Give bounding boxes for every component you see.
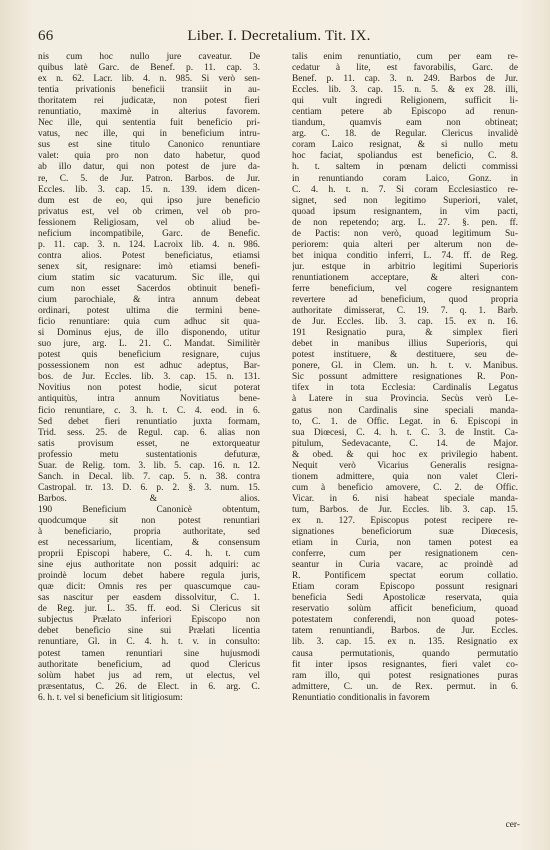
text-line: Sic possunt admittere resignationes R. Pon- (292, 372, 518, 383)
text-line: quæ dicit: Omnis res per quascumque cau- (38, 582, 260, 593)
text-line: cium statim sic vacaturum. Sic ille, qui (38, 272, 260, 283)
text-line: dum est de eo, qui ipso jure beneficio (38, 195, 260, 206)
text-line: authoritate dimisserat, C. 19. 7. q. 1. Barb. (292, 306, 518, 317)
text-line: proprii Episcopi habere, C. 4. h. t. cum (38, 549, 260, 560)
text-line: periorem: quia alteri per alterum non de- (292, 239, 518, 250)
text-line: renuntiationem acceptare, & alteri con- (292, 272, 518, 283)
text-line: professio metu sustentationis defuturæ, (38, 449, 260, 460)
text-line: sine ejus authoritate non possit adquiri: ac (38, 560, 260, 571)
text-line: de Reg. jur. L. 35. ff. eod. Si Clericus sit (38, 604, 260, 615)
text-line: ponere, Gl. in Clem. un. h. t. v. Manibus. (292, 361, 518, 372)
text-line: est necessarium, licentiam, & consensum (38, 538, 260, 549)
text-line: contra alios. Potest beneficiatus, etiamsi (38, 250, 260, 261)
text-line: si Dominus ejus, de illo disponendo, utitur (38, 328, 260, 339)
text-line: causa permutationis, quando permutatio (292, 648, 518, 659)
text-line: potestatem conferendi, non quoad potes- (292, 615, 518, 626)
text-line: conferre, cum per resignationem cen- (292, 549, 518, 560)
text-line: tifex in tota Ecclesia: Cardinalis Legatus (292, 383, 518, 394)
running-title: Liber. I. Decretalium. Tit. IX. (187, 28, 371, 44)
text-line: satis provisum esset, ne extorqueatur (38, 438, 260, 449)
text-line: in renuntiando coram Laico, Gonz. in (292, 173, 518, 184)
text-line: to, C. 1. de Offic. Legat. in 6. Episcopi in (292, 416, 518, 427)
text-line: coram Laico resignat, & si nullo metu (292, 140, 518, 151)
left-text-column (38, 52, 260, 704)
text-line: revertere ad beneficium, quod propria (292, 295, 518, 306)
page-number: 66 (38, 28, 54, 44)
text-line: ficio renuntiare, c. 3. h. t. C. 4. eod. in 6. (38, 405, 260, 416)
text-line: fit inter ipsos resignantes, fieri valet co- (292, 659, 518, 670)
text-line: de non repetendo; arg. L. 27. §. pen. ff. (292, 217, 518, 228)
text-line: cum non esset Sacerdos obtinuit benefi- (38, 283, 260, 294)
text-line: ferre beneficium, vel cogere resignantem (292, 283, 518, 294)
text-line: Barbos. & alios. (38, 493, 260, 504)
text-line: pitulum, Sedevacante, C. 14. de Major. (292, 438, 518, 449)
right-text-column (292, 52, 518, 704)
text-line: debet in manibus illius Superioris, qui (292, 339, 518, 350)
text-line: seantur in Curia vacare, ac proindè ad (292, 560, 518, 571)
text-line: C. 4. h. t. n. 7. Si coram Ecclesiastico re- (292, 184, 518, 195)
text-line: h. t. saltem in pœnam delicti commissi (292, 162, 518, 173)
text-line: reservatio solùm afficit beneficium, quoad (292, 604, 518, 615)
text-line: potest tamen renuntiari sine hujusmodi (38, 648, 260, 659)
text-line: jur. estque in arbitrio legitimi Superioris (292, 261, 518, 272)
text-line: solùm habet jus ad rem, ut electus, vel (38, 670, 260, 681)
text-line: præsentatus, C. 26. de Elect. in 6. arg. C. (38, 681, 260, 692)
text-line: admittere, C. un. de Rex. permut. in 6. (292, 681, 518, 692)
text-line: quodcumque sit non potest renuntiari (38, 515, 260, 526)
text-line: ex n. 62. Lacr. lib. 4. n. 985. Si verò sen- (38, 74, 260, 85)
text-line: subjectus Prælato inferiori Episcopo non (38, 615, 260, 626)
text-line: de Jur. Eccles. lib. 3. cap. 15. ex n. 16. (292, 317, 518, 328)
text-line: Sed debet fieri renuntiatio juxta formam, (38, 416, 260, 427)
text-line: valet: quia pro non dato habetur, quod (38, 151, 260, 162)
text-line: ab illo datur, qui non potest de jure da- (38, 162, 260, 173)
text-line: signationes beneficiorum suæ Diœcesis, (292, 527, 518, 538)
text-line: neficium incompatibile, Garc. de Benefic. (38, 228, 260, 239)
text-line: p. 11. cap. 3. n. 124. Lacroix lib. 4. n. 986. (38, 239, 260, 250)
text-line: 190 Beneficium Canonicè obtentum, (38, 504, 260, 515)
text-line: Renuntiatio conditionalis in favorem (292, 692, 430, 703)
text-line: potest instituere, & destituere, seu de- (292, 350, 518, 361)
text-line: à beneficiario, propria authoritate, sed (38, 527, 260, 538)
text-line: 6. h. t. vel si beneficium sit litigiosum: (38, 692, 183, 703)
text-line: Benef. p. 11. cap. 3. n. 249. Barbos de Jur. (292, 74, 518, 85)
text-line: sus est sine titulo Canonico renuntiare (38, 140, 260, 151)
text-line: lib. 3. cap. 15. ex n. 135. Resignatio ex (292, 637, 518, 648)
text-line: ram illo, qui potest resignationes puras (292, 670, 518, 681)
text-line: Vicar. in 6. nisi habeat speciale manda- (292, 493, 518, 504)
text-line: vatus, nec ille, qui in beneficium intru- (38, 129, 260, 140)
text-line: re, C. 5. de Jur. Patron. Barbos. de Jur. (38, 173, 260, 184)
text-line: senex sit, resignare: imò etiamsi benefi- (38, 261, 260, 272)
text-line: à Latere in sua Provincia. Secùs verò Le- (292, 394, 518, 405)
text-line: ordinari, potest ultima die termini bene- (38, 306, 260, 317)
text-line: & obed. & qui hoc ex privilegio habent. (292, 449, 518, 460)
text-line: de Pactis: non verò, quoad legitimum Su- (292, 228, 518, 239)
text-line: Trid. sess. 25. de Regul. cap. 6. alias non (38, 427, 260, 438)
running-header (38, 26, 520, 48)
text-line: authoritate beneficium, ad quod Clericus (38, 659, 260, 670)
text-line: centiam petere ab Episcopo ad renun- (292, 107, 518, 118)
text-line: proindè locum debet habere regula juris, (38, 571, 260, 582)
text-line: Castropal. tr. 13. D. 6. p. 2. §. 3. num. 15. (38, 482, 260, 493)
text-line: tatem renuntiandi, Barbos. de Jur. Eccles. (292, 626, 518, 637)
text-line: arg. C. 18. de Regular. Clericus invalidè (292, 129, 518, 140)
text-line: thoritatem rei judicatæ, non potest fieri (38, 96, 260, 107)
text-line: quoad ipsum resignantem, in vim pacti, (292, 206, 518, 217)
text-line: bet iniqua conditio inferri, L. 74. ff. de Reg. (292, 250, 518, 261)
text-line: cum à beneficio amovere, C. 2. de Offic. (292, 482, 518, 493)
text-line: renuntiare, Gl. in C. 4. h. t. v. in consulto: (38, 637, 260, 648)
text-line: possessionem non est adhuc adeptus, Bar- (38, 361, 260, 372)
text-line: R. Pontificem spectat eorum collatio. (292, 571, 518, 582)
text-line: potest quis beneficium resignare, cujus (38, 350, 260, 361)
text-line: privatus est, vel ob crimen, vel ob pro- (38, 206, 260, 217)
text-line: suo jure, arg. L. 21. C. Mandat. Similitèr (38, 339, 260, 350)
text-line: Sanch. in Decal. lib. 7. cap. 5. n. 38. contra (38, 471, 260, 482)
text-line: qui vult ingredi Religionem, sufficit li- (292, 96, 518, 107)
text-line: renuntiatio, maximè in alterius favorem. (38, 107, 260, 118)
text-line: etiam in Curia, non tamen potest ea (292, 538, 518, 549)
text-line: talis enim renuntiatio, cum per eam re- (292, 52, 518, 62)
text-line: Eccles. lib. 3. cap. 15. n. 5. & ex 28. illi, (292, 85, 518, 96)
text-line: antiquitùs, intra annum Novitiatus bene- (38, 394, 260, 405)
text-line: Novitius non potest hodie, sicut poterat (38, 383, 260, 394)
text-line: Suar. de Relig. tom. 3. lib. 5. cap. 16. n. 12. (38, 460, 260, 471)
text-line: tum, Barbos. de Jur. Eccles. lib. 3. cap. 15. (292, 504, 518, 515)
text-line: nis cum hoc nullo jure caveatur. De (38, 52, 260, 62)
text-line: Etiam coram Episcopo possunt resignari (292, 582, 518, 593)
text-line: tionem admittere, quia non valet Cleri- (292, 471, 518, 482)
text-line: gatus non Cardinalis sine speciali manda- (292, 405, 518, 416)
text-line: Eccles. lib. 3. cap. 15. n. 139. idem dicen- (38, 184, 260, 195)
text-line: bos. de Jur. Eccles. lib. 3. cap. 15. n. 131. (38, 372, 260, 383)
catchword: cer- (505, 820, 520, 830)
text-line: 191 Resignatio pura, & simplex fieri (292, 328, 518, 339)
text-line: signet, sed non legitimo Superiori, valet, (292, 195, 518, 206)
text-line: hoc faciat, spoliandus est beneficio, C. 8. (292, 151, 518, 162)
text-line: fessionem Religiosam, vel ob aliud be- (38, 217, 260, 228)
text-line: Nequit verò Vicarius Generalis resigna- (292, 460, 518, 471)
text-line: cedatur à lite, est favorabilis, Garc. de (292, 63, 518, 74)
text-line: ex n. 127. Episcopus potest recipere re- (292, 515, 518, 526)
text-line: debet beneficio sine sui Prælati licentia (38, 626, 260, 637)
text-line: ficio renuntiare: quia cum adhuc sit qua- (38, 317, 260, 328)
text-line: cium parochiale, & intra annum debeat (38, 295, 260, 306)
text-line: Nec ille, qui sententia fuit beneficio pri- (38, 118, 260, 129)
text-line: tiandum, quamvis eam non obtineat; (292, 118, 518, 129)
text-line: sas nascitur per easdem dissolvitur, C. 1. (38, 593, 260, 604)
text-line: beneficia Sedi Apostolicæ reservata, quia (292, 593, 518, 604)
text-line: quibus latè Garc. de Benef. p. 11. cap. 3. (38, 63, 260, 74)
text-line: tentia privationis beneficii transiit in au- (38, 85, 260, 96)
text-line: sua Diœcesi, C. 4. h. t. C. 3. de Instit. Ca- (292, 427, 518, 438)
